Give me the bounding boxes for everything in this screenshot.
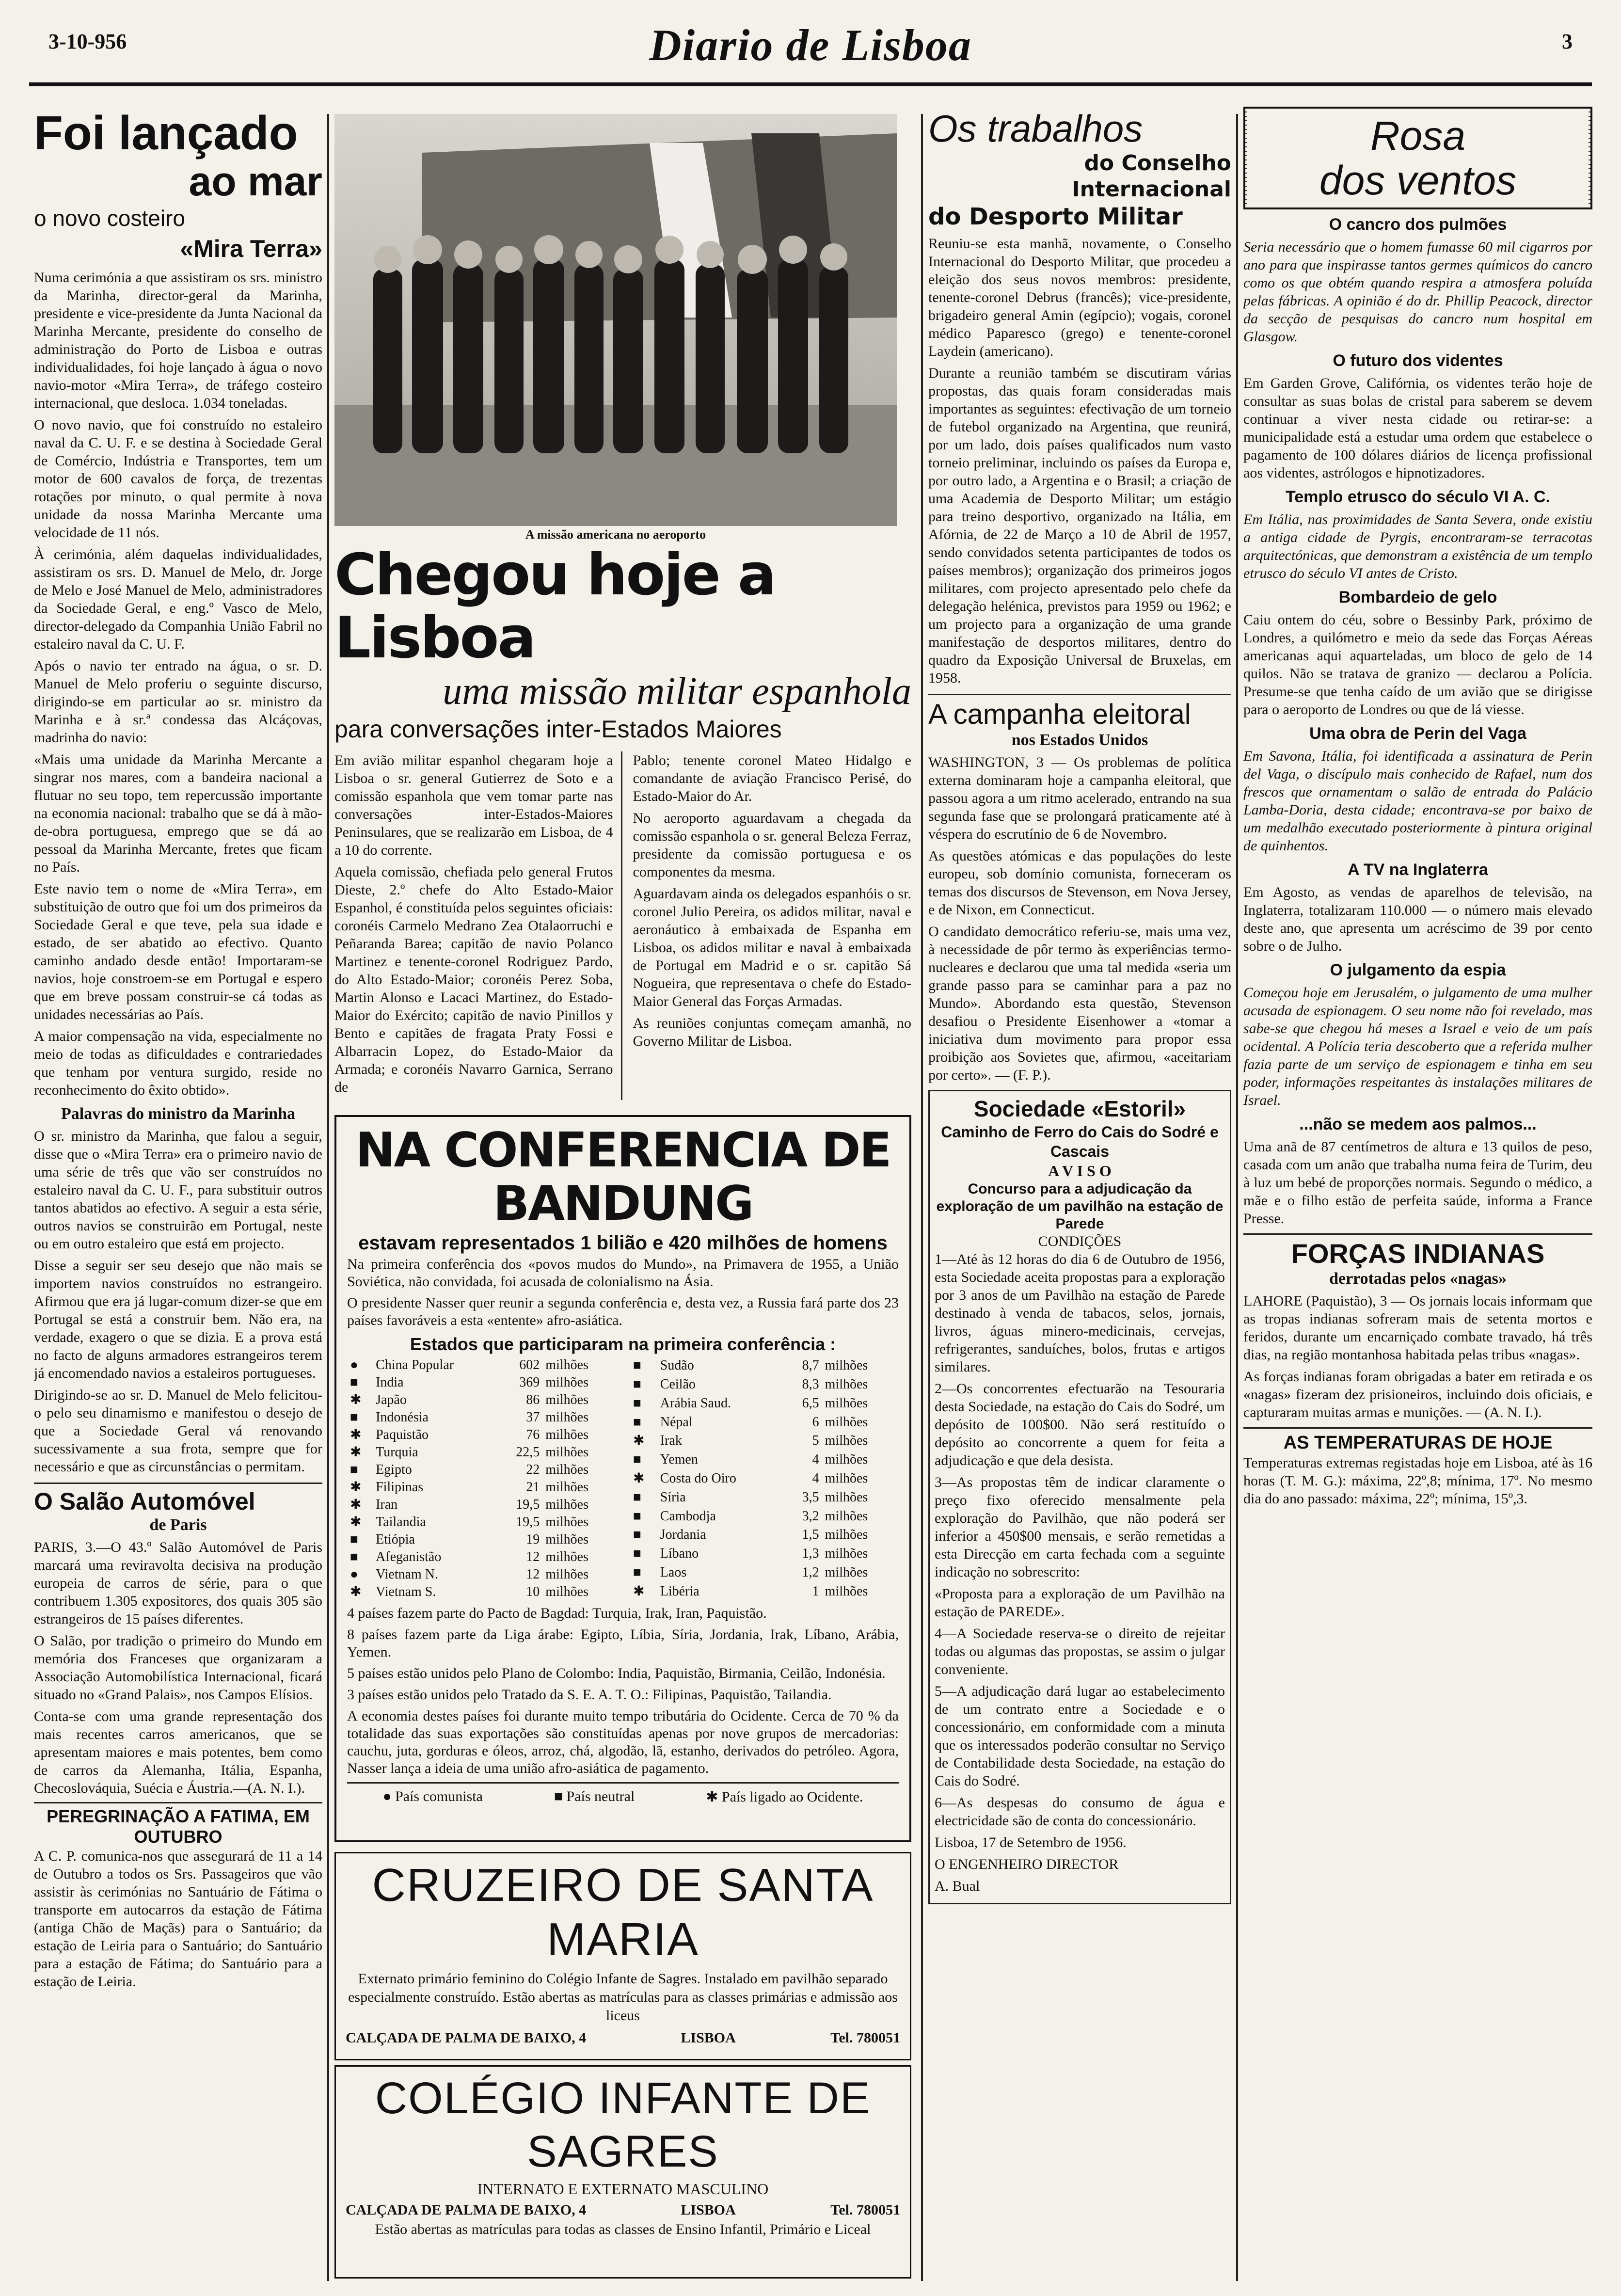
spanish-mission-article bbox=[334, 543, 911, 1115]
country-population: 12 bbox=[526, 1567, 540, 1582]
conselho-article bbox=[928, 235, 1231, 687]
article-paragraph: Dirigindo-se ao sr. D. Manuel de Melo felicitou-o pelo seu dinamismo e manifestou o desejo de que a Sociedade Geral vá renovando sucessivamente a sua frota, sempre que for necessário e que as circunstâncias o permitam. bbox=[34, 1387, 322, 1475]
estoril-subheading: Caminho de Ferro do Cais do Sodré e Cascais bbox=[941, 1123, 1219, 1160]
estoril-aviso: A V I S O bbox=[1048, 1162, 1112, 1180]
country-status-icon: ■ bbox=[350, 1375, 358, 1390]
bandung-legend bbox=[347, 1782, 899, 1805]
campanha-headline: A campanha eleitoral bbox=[928, 699, 1191, 730]
article-paragraph: À cerimónia, além daquelas individualidades, assistiram os srs. D. Manuel de Melo, dr. Jorge de Melo e José Manuel de Melo, administradores da Sociedade Geral, e eng.º Vasco de Melo, director-delegado da Companhia União Fabril no estaleiro naval da C. U. F. bbox=[34, 546, 322, 652]
page-number: 3 bbox=[1562, 30, 1573, 53]
colegio-footer: Estão abertas as matrículas para todas as classes de Ensino Infantil, Primário e Liceal bbox=[375, 2221, 871, 2237]
article-paragraph: 4 países fazem parte do Pacto de Bagdad: Turquia, Irak, Iran, Paquistão. bbox=[347, 1605, 767, 1621]
country-status-icon: ✱ bbox=[633, 1583, 645, 1599]
country-population: 6 bbox=[812, 1414, 819, 1430]
country-population: 19,5 bbox=[516, 1497, 540, 1512]
temperaturas-headline: AS TEMPERATURAS DE HOJE bbox=[1283, 1433, 1553, 1453]
country-status-icon: ● bbox=[350, 1357, 358, 1372]
section-divider bbox=[34, 1802, 322, 1803]
bandung-intro bbox=[347, 1256, 899, 1329]
country-status-icon: ■ bbox=[633, 1358, 641, 1373]
country-status-icon: ■ bbox=[350, 1549, 358, 1564]
colegio-tel: Tel. 780051 bbox=[830, 2202, 900, 2218]
country-status-icon: ■ bbox=[350, 1410, 358, 1425]
country-row bbox=[347, 1444, 616, 1461]
article-paragraph: «Mais uma unidade da Marinha Mercante a singrar nos mares, com a bandeira nacional a flutuar no seu topo, tem repercussão importante na economia nacional: trabalho que se dá à mão-de-obra portuguesa, emprego que se dá ao pessoal da Marinha Mercante, fretes que ficam no País. bbox=[34, 751, 322, 875]
cruzeiro-ad bbox=[334, 1852, 911, 2060]
forcas-headline: FORÇAS INDIANAS bbox=[1291, 1238, 1545, 1269]
country-name: Japão bbox=[376, 1392, 407, 1407]
population-unit: milhões bbox=[825, 1489, 868, 1505]
issue-date: 3-10-956 bbox=[48, 30, 127, 53]
country-status-icon: ■ bbox=[633, 1527, 641, 1543]
legend-label: País neutral bbox=[563, 1788, 635, 1804]
country-row bbox=[630, 1469, 899, 1488]
country-status-icon: ■ bbox=[633, 1377, 641, 1392]
brief-text: Em Agosto, as vendas de aparelhos de televisão, na Inglaterra, totalizaram 110.000 — o número mais elevado deste ano, que apresenta um acréscimo de 39 por cento sobre o de Julho. bbox=[1243, 884, 1592, 954]
estoril-conditions bbox=[935, 1250, 1225, 1895]
article-paragraph: Numa cerimónia a que assistiram os srs. ministro da Marinha, director-geral da Marinha, presidente e vice-presidente da Junta Nacional da Marinha Mercante, presidente do conselho de administração do Porto de Lisboa e outras individualidades, foi hoje lançado à água o novo navio-motor «Mira Terra», de tráfego costeiro internacional, que desloca. 1.034 toneladas. bbox=[34, 270, 322, 411]
population-unit: milhões bbox=[545, 1532, 588, 1547]
country-name: Indonésia bbox=[376, 1410, 429, 1425]
country-row bbox=[347, 1583, 616, 1601]
rosa-ventos-banner bbox=[1243, 107, 1592, 209]
country-row bbox=[630, 1394, 899, 1413]
mira-terra-headline: Foi lançado bbox=[34, 107, 298, 159]
country-population: 1,2 bbox=[802, 1564, 819, 1580]
country-name: Arábia Saud. bbox=[660, 1395, 731, 1411]
article-paragraph: WASHINGTON, 3 — Os problemas de política externa dominaram hoje a campanha eleitoral, que passou agora a um ritmo acelerado, entrando na sua segunda fase que se prolongará praticamente até à véspera do escrutínio de 6 de Novembro. bbox=[928, 754, 1231, 842]
country-name: Tailandia bbox=[376, 1515, 426, 1530]
colegio-text: INTERNATO E EXTERNATO MASCULINO bbox=[477, 2180, 769, 2198]
campanha-article bbox=[928, 753, 1231, 1084]
population-unit: milhões bbox=[825, 1583, 868, 1599]
legend-label: País comunista bbox=[391, 1788, 483, 1804]
country-row bbox=[347, 1374, 616, 1391]
brief-text: Caiu ontem do céu, sobre o Bessinby Park, próximo de Londres, a quilómetro e meio da sede das Forças Aéreas americanas aqui aquarteladas, um bloco de gelo de 14 quilos. Não se tratava de granizo — declarou a Polícia. Presume-se que tenha caído de um avião que se dirigisse para o aeroporto de Londres ou que de lá viesse. bbox=[1243, 612, 1592, 718]
country-population: 86 bbox=[526, 1392, 540, 1407]
country-row bbox=[347, 1531, 616, 1548]
article-paragraph: Pablo; tenente coronel Mateo Hidalgo e comandante de aviação Francisco Perisé, do Estado-Maior do Ar. bbox=[633, 752, 911, 804]
mira-terra-headline-2: ao mar bbox=[189, 159, 322, 204]
section-divider bbox=[928, 694, 1231, 695]
country-row bbox=[630, 1413, 899, 1432]
country-status-icon: ● bbox=[350, 1567, 358, 1582]
country-name: Etiópia bbox=[376, 1532, 415, 1547]
photo-caption: A missão americana no aeroporto bbox=[525, 527, 706, 542]
cruzeiro-title: CRUZEIRO DE SANTA MARIA bbox=[372, 1859, 874, 1965]
country-population: 22,5 bbox=[516, 1445, 540, 1460]
mira-terra-headline-4: «Mira Terra» bbox=[180, 235, 322, 262]
mira-terra-article bbox=[34, 269, 322, 1099]
country-status-icon: ✱ bbox=[633, 1433, 645, 1449]
country-status-icon: ■ bbox=[633, 1546, 641, 1562]
section-divider bbox=[1243, 1233, 1592, 1235]
legend-symbol-icon: ■ bbox=[554, 1788, 563, 1804]
conselho-headline: Os trabalhos bbox=[928, 107, 1143, 150]
article-paragraph: No aeroporto aguardavam a chegada da comissão espanhola o sr. general Beleza Ferraz, presidente da comissão portuguesa e os componentes da mesma. bbox=[633, 810, 911, 880]
country-name: Yemen bbox=[660, 1452, 698, 1467]
country-row bbox=[347, 1548, 616, 1566]
country-name: Iran bbox=[376, 1497, 398, 1512]
population-unit: milhões bbox=[825, 1433, 868, 1449]
article-paragraph: O Salão, por tradição o primeiro do Mundo em memória dos Franceses que organizaram a Associação Automobilística Internacional, ficará situado no «Grand Palais», nos Campos Elísios. bbox=[34, 1633, 322, 1703]
country-row bbox=[630, 1375, 899, 1394]
country-name: Irak bbox=[660, 1433, 682, 1449]
brief-heading: O julgamento da espia bbox=[1330, 961, 1506, 979]
article-paragraph: 5—A adjudicação dará lugar ao estabelecimento de um contrato entre a Sociedade e o concessionário, em conformidade com a minuta que os interessados poderão consultar no Serviço de Contabilidade desta Sociedade, na estação do Cais do Sodré. bbox=[935, 1683, 1225, 1789]
temperaturas-article: Temperaturas extremas registadas hoje em Lisboa, até às 16 horas (T. M. G.): máxima, 22º,8; mínima, 17º. No mesmo dia do ano passado: máxima, 22º; mínima, 15º,3. bbox=[1243, 1455, 1592, 1507]
colegio-address-line bbox=[346, 2202, 900, 2218]
population-unit: milhões bbox=[825, 1470, 868, 1486]
country-row bbox=[630, 1451, 899, 1469]
article-paragraph: O presidente Nasser quer reunir a segunda conferência e, desta vez, a Russia fará parte dos 23 países favoráveis a esta «entente» afro-asiática. bbox=[347, 1295, 899, 1328]
article-paragraph: LAHORE (Paquistão), 3 — Os jornais locais informam que as tropas indianas sofreram mais de setenta mortos e feridos, durante um encarniçado combate travado, há três dias, na região montanhosa habitada pelas tribus «nagas». bbox=[1243, 1293, 1592, 1363]
article-paragraph: Após o navio ter entrado na água, o sr. D. Manuel de Melo proferiu o seguinte discurso, dirigindo-se em particular ao sr. ministro da Marinha e à sr.ª condessa das Alcáçovas, madrinha do navio: bbox=[34, 658, 322, 746]
country-name: Costa do Oiro bbox=[660, 1470, 736, 1486]
article-paragraph: Aquela comissão, chefiada pelo general Frutos Dieste, 2.º chefe do Alto Estado-Maior Espanhol, é constituída pelos seguintes oficiais: coronéis Carmelo Medrano Zea Otalaorruchi e Peñaranda Barea; capitão de navio Polanco Martinez e tenente-coronel Rodriguez Pardo, do Alto Estado-Maior; coronéis Perez Soba, Martin Alonso e Lacaci Martinez, do Estado-Maior do Exército; capitão de navio Pinillos y Bento e capitães de fragata Praty Fossi e Albarracin Lopez, do Estado-Maior da Armada; e coronéis Navarro Garnica, Serrano de bbox=[334, 864, 613, 1095]
cruzeiro-address-line bbox=[346, 2030, 900, 2046]
country-status-icon: ✱ bbox=[350, 1392, 362, 1407]
cruzeiro-tel: Tel. 780051 bbox=[830, 2030, 900, 2046]
brief-heading: O futuro dos videntes bbox=[1333, 351, 1503, 370]
rosa-ventos-title: Rosa bbox=[1370, 113, 1466, 159]
forcas-article bbox=[1243, 1292, 1592, 1421]
country-population: 3,5 bbox=[802, 1489, 819, 1505]
country-status-icon: ✱ bbox=[350, 1497, 362, 1512]
brief-text: Em Garden Grove, Califórnia, os videntes terão hoje de consultar as suas bolas de cristal para saberem se devem continuar a viver nesta cidade ou retirar-se: a municipalidade está a estudar uma ordem que estabelece o pagamento de 100 dólares diários de licença profissional aos videntes, astrólogos e hipnotizadores. bbox=[1243, 375, 1592, 481]
colegio-address: CALÇADA DE PALMA DE BAIXO, 4 bbox=[346, 2202, 587, 2218]
article-paragraph: «Proposta para a exploração de um Pavilhão na estação de PAREDE». bbox=[935, 1586, 1225, 1620]
brief-heading: Templo etrusco do século VI A. C. bbox=[1286, 488, 1550, 506]
population-unit: milhões bbox=[825, 1414, 868, 1430]
country-name: Vietnam S. bbox=[376, 1584, 436, 1599]
bandung-table-title: Estados que participaram na primeira conferência : bbox=[410, 1334, 836, 1354]
colegio-city: LISBOA bbox=[681, 2202, 736, 2218]
country-status-icon: ■ bbox=[633, 1395, 641, 1411]
population-unit: milhões bbox=[825, 1452, 868, 1467]
population-unit: milhões bbox=[825, 1564, 868, 1580]
country-status-icon: ✱ bbox=[350, 1584, 362, 1599]
country-row bbox=[630, 1563, 899, 1582]
column-divider bbox=[327, 114, 329, 2281]
article-paragraph: A. Bual bbox=[935, 1878, 980, 1894]
country-name: Népal bbox=[660, 1414, 693, 1430]
spanish-mission-headline-3: para conversações inter-Estados Maiores bbox=[334, 716, 782, 743]
population-unit: milhões bbox=[545, 1410, 588, 1425]
fatima-headline: PEREGRINAÇÃO A FATIMA, EM OUTUBRO bbox=[47, 1806, 310, 1847]
population-unit: milhões bbox=[825, 1358, 868, 1373]
spanish-mission-col-b bbox=[633, 751, 912, 1100]
country-population: 8,7 bbox=[802, 1358, 819, 1373]
spanish-mission-headline-2: uma missão militar espanhola bbox=[443, 670, 911, 713]
estoril-headline: Sociedade «Estoril» bbox=[973, 1096, 1186, 1121]
country-row bbox=[347, 1479, 616, 1496]
estoril-concurso: Concurso para a adjudicação da exploração de um pavilhão na estação de Parede bbox=[936, 1181, 1224, 1232]
brief-text: Seria necessário que o homem fumasse 60 mil cigarros por ano para que inspirasse tantos germes químicos do cancro como os que obtém quando respira a atmosfera poluída pelas fábricas. A opinião é do dr. Phillip Peacock, director da secção de pesquisas do cancro num hospital em Glasgow. bbox=[1243, 239, 1592, 345]
article-paragraph: Em avião militar espanhol chegaram hoje a Lisboa o sr. general Gutierrez de Soto e a comissão espanhola que vem tomar parte nas conversações inter-Estados-Maiores Peninsulares, que se realizarão em Lisboa, de 4 a 10 do corrente. bbox=[334, 752, 613, 858]
rosa-ventos-title-2: dos ventos bbox=[1319, 158, 1517, 203]
country-name: Sudão bbox=[660, 1358, 694, 1373]
article-paragraph: Aguardavam ainda os delegados espanhóis o sr. coronel Julio Pereira, os adidos militar, naval e aeronáutico à embaixada de Espanha em Lisboa, os adidos militar e naval à embaixada de Portugal em Madrid e o sr. capitão Sá Nogueira, que representava o chefe do Estado-Maior General das Forças Armadas. bbox=[633, 886, 911, 1009]
article-paragraph: As reuniões conjuntas começam amanhã, no Governo Militar de Lisboa. bbox=[633, 1015, 911, 1049]
country-name: Jordania bbox=[660, 1527, 706, 1543]
population-unit: milhões bbox=[825, 1546, 868, 1562]
estoril-notice bbox=[928, 1090, 1231, 1904]
spanish-mission-col-a bbox=[334, 751, 622, 1100]
article-paragraph: Conta-se com uma grande representação dos mais recentes carros americanos, que se apresentam maiores e mais potentes, bem como de carros da Alemanha, Itália, Espanha, Checoslováquia, Suécia e Áustria.—(A. N. I.). bbox=[34, 1708, 322, 1796]
country-row bbox=[630, 1545, 899, 1563]
bandung-table bbox=[347, 1356, 899, 1601]
spanish-mission-headline: Chegou hoje a Lisboa bbox=[334, 543, 775, 671]
country-population: 602 bbox=[519, 1357, 540, 1372]
country-name: Paquistão bbox=[376, 1427, 429, 1442]
article-paragraph: O novo navio, que foi construído no estaleiro naval da C. U. F. e se destina à Sociedade Geral de Comércio, Indústria e Transportes, tem um motor de 600 cavalos de força, de trezentas rotações por minuto, o qual permite à nova unidade da nossa Marinha Mercante uma velocidade de 11 nós. bbox=[34, 417, 322, 541]
section-divider bbox=[1243, 1427, 1592, 1429]
country-status-icon: ✱ bbox=[633, 1470, 645, 1486]
country-row bbox=[347, 1496, 616, 1514]
country-row bbox=[347, 1426, 616, 1444]
brief-heading: ...não se medem aos palmos... bbox=[1299, 1115, 1537, 1133]
cruzeiro-text: Externato primário feminino do Colégio Infante de Sagres. Instalado em pavilhão separado especialmente construído. Estão abertas as matrículas para as classes primárias e admissão aos liceus bbox=[348, 1971, 898, 2024]
bandung-subtitle: estavam representados 1 bilião e 420 milhões de homens bbox=[358, 1232, 888, 1254]
country-name: Vietnam N. bbox=[376, 1567, 439, 1582]
country-row bbox=[630, 1582, 899, 1601]
country-name: Líbano bbox=[660, 1546, 699, 1562]
country-row bbox=[630, 1526, 899, 1545]
country-row bbox=[630, 1488, 899, 1507]
article-paragraph: As questões atómicas e das populações do leste europeu, sob domínio comunista, forneceram os temas dos discursos de Stevenson, em Nova Jersey, e de Nixon, em Connecticut. bbox=[928, 848, 1231, 918]
mission-photo bbox=[334, 114, 897, 526]
fourth-column bbox=[1243, 107, 1592, 2283]
country-status-icon: ✱ bbox=[350, 1480, 362, 1495]
country-population: 6,5 bbox=[802, 1395, 819, 1411]
bandung-box bbox=[334, 1115, 911, 1842]
estoril-condicoes: CONDIÇÕES bbox=[1038, 1233, 1122, 1249]
newspaper-title: Diario de Lisboa bbox=[649, 20, 972, 70]
salao-headline: O Salão Automóvel bbox=[34, 1488, 255, 1515]
legend-label: País ligado ao Ocidente. bbox=[718, 1789, 863, 1805]
country-name: Síria bbox=[660, 1489, 686, 1505]
country-status-icon: ■ bbox=[350, 1462, 358, 1477]
country-population: 37 bbox=[526, 1410, 540, 1425]
country-row bbox=[347, 1566, 616, 1583]
country-name: Turquia bbox=[376, 1445, 418, 1460]
mira-terra-headline-3: o novo costeiro bbox=[34, 206, 185, 231]
conselho-headline-3: do Desporto Militar bbox=[928, 203, 1183, 230]
brief-heading: O cancro dos pulmões bbox=[1329, 215, 1507, 234]
country-population: 4 bbox=[812, 1452, 819, 1467]
article-paragraph: 4—A Sociedade reserva-se o direito de rejeitar todas ou algumas das propostas, se assim o julgar conveniente. bbox=[935, 1626, 1225, 1677]
population-unit: milhões bbox=[545, 1515, 588, 1530]
country-status-icon: ■ bbox=[633, 1414, 641, 1430]
salao-article bbox=[34, 1538, 322, 1797]
brief-text: Uma anã de 87 centímetros de altura e 13 quilos de peso, casada com um anão que trabalha numa feira de Turim, deu à luz um bebé de proporções normais. Segundo o médico, a mãe e o filho estão de perfeita saúde, informa a France Presse. bbox=[1243, 1139, 1592, 1227]
colegio-ad bbox=[334, 2065, 911, 2279]
country-name: Cambodja bbox=[660, 1508, 716, 1524]
country-row bbox=[347, 1514, 616, 1531]
brief-text: Começou hoje em Jerusalém, o julgamento de uma mulher acusada de espionagem. O seu nome não foi revelado, mas sabe-se que chegou há meses a Israel e veio de um país ocidental. A Polícia teria descoberto que a referida mulher fazia parte de um serviço de espionagem e tinha em seu poder, informações respeitantes às instalações militares de Israel. bbox=[1243, 985, 1592, 1108]
conselho-headline-2: do Conselho Internacional bbox=[1072, 151, 1231, 202]
legend-item bbox=[382, 1788, 482, 1805]
campanha-subheading: nos Estados Unidos bbox=[1011, 731, 1148, 749]
bandung-headline: NA CONFERENCIA DE BANDUNG bbox=[355, 1123, 890, 1231]
article-paragraph: O ENGENHEIRO DIRECTOR bbox=[935, 1856, 1119, 1872]
country-row bbox=[347, 1461, 616, 1479]
country-name: Laos bbox=[660, 1564, 687, 1580]
brief-text: Em Itália, nas proximidades de Santa Severa, onde existiu a antiga cidade de Pyrgis, encontraram-se terracotas arquitectónicas, que demonstram a existência de um templo etrusco do século VI antes de Cristo. bbox=[1243, 511, 1592, 581]
article-paragraph: Reuniu-se esta manhã, novamente, o Conselho Internacional do Desporto Militar, que procedeu a eleição dos seus novos membros: presidente, tenente-coronel Debrus (francês); vice-presidente, brigadeiro general Amin (egípcio); vogais, coronel médico Paparesco (grego) e tenente-coronel Laydein (americano). bbox=[928, 236, 1231, 359]
minister-article bbox=[34, 1127, 322, 1476]
legend-symbol-icon: ● bbox=[382, 1788, 392, 1804]
article-paragraph: Na primeira conferência dos «povos mudos do Mundo», na Primavera de 1955, a União Soviética, não convidada, foi acusada de colonialismo na Ásia. bbox=[347, 1256, 899, 1290]
country-status-icon: ■ bbox=[633, 1508, 641, 1524]
article-paragraph: 3—As propostas têm de indicar claramente o preço fixo oferecido mensalmente pela exploração do Pavilhão, que não poderá ser inferior a 450$00 mensais, e serão remetidas a esta Direcção em carta fechada com a seguinte indicação no sobrescrito: bbox=[935, 1474, 1225, 1580]
country-status-icon: ■ bbox=[350, 1532, 358, 1547]
section-divider bbox=[34, 1483, 322, 1484]
masthead bbox=[29, 15, 1592, 87]
population-unit: milhões bbox=[545, 1462, 588, 1477]
population-unit: milhões bbox=[825, 1508, 868, 1524]
colegio-title: COLÉGIO INFANTE DE SAGRES bbox=[375, 2073, 871, 2176]
forcas-subheading: derrotadas pelos «nagas» bbox=[1329, 1270, 1507, 1288]
article-paragraph: A economia destes países foi durante muito tempo tributária do Ocidente. Cerca de 70 % da totalidade das suas exportações são constituídas apenas por nove grupos de mercadorias: cauchu, juta, gorduras e óleos, arroz, chá, algodão, lã, estanho, derivados do petróleo. Agora, Nasser lança a ideia de uma união afro-asiática de pagamento. bbox=[347, 1708, 899, 1776]
brief-heading: Bombardeio de gelo bbox=[1338, 588, 1497, 606]
population-unit: milhões bbox=[825, 1395, 868, 1411]
country-name: Egipto bbox=[376, 1462, 412, 1477]
country-row bbox=[630, 1356, 899, 1375]
country-status-icon: ■ bbox=[633, 1564, 641, 1580]
country-population: 1 bbox=[812, 1583, 819, 1599]
population-unit: milhões bbox=[545, 1375, 588, 1390]
article-paragraph: Disse a seguir ser seu desejo que não mais se importem navios construídos no estrangeiro. Afirmou que era já lugar-comum dizer-se que em Portugal se está a construir bem. Não era, na verdade, exagero o que se dizia. E a prova está no facto de alguns armadores estrangeiros terem já encomendado navios a estaleiros portugueses. bbox=[34, 1258, 322, 1381]
country-population: 22 bbox=[526, 1462, 540, 1477]
population-unit: milhões bbox=[545, 1497, 588, 1512]
country-row bbox=[347, 1391, 616, 1409]
article-paragraph: As forças indianas foram obrigadas a bater em retirada e os «nagas» fizeram dez prisioneiros, incluindo dois oficiais, e capturaram muitas armas e munições. — (A. N. I.). bbox=[1243, 1369, 1592, 1420]
article-paragraph: 6—As despesas do consumo de água e electricidade são de conta do concessionário. bbox=[935, 1795, 1225, 1829]
country-population: 5 bbox=[812, 1433, 819, 1449]
population-unit: milhões bbox=[545, 1584, 588, 1599]
country-population: 8,3 bbox=[802, 1377, 819, 1392]
brief-heading: Uma obra de Perin del Vaga bbox=[1309, 724, 1526, 743]
bandung-table-left bbox=[347, 1356, 616, 1601]
left-column bbox=[34, 107, 322, 2283]
country-status-icon: ✱ bbox=[350, 1445, 362, 1460]
column-divider bbox=[1236, 114, 1238, 2281]
article-paragraph: O sr. ministro da Marinha, que falou a seguir, disse que o «Mira Terra» era o primeiro navio de uma série de três que vão ser construídos no estaleiro naval da C. U. F., para substituir outros tantos abatidos ao efectivo. A seguir a esta série, outros navios se construirão em Portugal, neste ou em outro estaleiro que está em projecto. bbox=[34, 1128, 322, 1252]
country-status-icon: ✱ bbox=[350, 1515, 362, 1530]
bandung-notes bbox=[347, 1605, 899, 1777]
article-paragraph: 1—Até às 12 horas do dia 6 de Outubro de 1956, esta Sociedade aceita propostas para a exploração por 3 anos de um Pavilhão na estação de Parede destinado à venda de tabacos, selos, jornais, livros, águas minero-medicinais, cervejas, refrigerantes, sanduíches, bolos, frutas e artigos similares. bbox=[935, 1251, 1225, 1375]
article-paragraph: O candidato democrático referiu-se, mais uma vez, à necessidade de pôr termo às experiências termo-nucleares e declarou que uma tal medida «seria um grande passo para se caminhar para a paz no Mundo». Abordando esta questão, Stevenson desafiou o Presidente Eisenhower a «tomar a iniciativa dum movimento para propor essa proibição aos Sovietes que, afirmou, «aceitariam por certo». — (F. P.). bbox=[928, 924, 1231, 1083]
country-status-icon: ■ bbox=[633, 1489, 641, 1505]
article-paragraph: Este navio tem o nome de «Mira Terra», em substituição de outro que foi um dos primeiros da Sociedade Geral e que teve, pela sua idade e estado, de ser abatido ao efectivo. Quanto caminho andado desde então! Importaram-se navios, hoje constroem-se em Portugal e espero que em breve possam construir-se cá todas as unidades necessárias ao País. bbox=[34, 881, 322, 1022]
population-unit: milhões bbox=[545, 1445, 588, 1460]
population-unit: milhões bbox=[545, 1392, 588, 1407]
country-population: 1,5 bbox=[802, 1527, 819, 1543]
legend-symbol-icon: ✱ bbox=[706, 1789, 718, 1805]
country-population: 4 bbox=[812, 1470, 819, 1486]
country-population: 3,2 bbox=[802, 1508, 819, 1524]
population-unit: milhões bbox=[825, 1377, 868, 1392]
population-unit: milhões bbox=[545, 1480, 588, 1495]
salao-subheading: de Paris bbox=[149, 1516, 207, 1534]
population-unit: milhões bbox=[545, 1357, 588, 1372]
article-paragraph: 2—Os concorrentes efectuarão na Tesouraria desta Sociedade, na estação do Cais do Sodré, um depósito de 100$00. Não será restituído o depósito ao concorrente a quem for feita a adjudicação e que dela desista. bbox=[935, 1381, 1225, 1468]
country-population: 1,3 bbox=[802, 1546, 819, 1562]
article-paragraph: Lisboa, 17 de Setembro de 1956. bbox=[935, 1834, 1127, 1850]
country-name: China Popular bbox=[376, 1357, 454, 1372]
masthead-rule bbox=[29, 82, 1592, 86]
country-row bbox=[347, 1356, 616, 1374]
country-name: Filipinas bbox=[376, 1480, 424, 1495]
brief-text: Em Savona, Itália, foi identificada a assinatura de Perin del Vaga, o discípulo mais conhecido de Rafael, num dos frescos que ornamentam o salão de entrada do Palácio Lamba-Doria, desta cidade; encontrava-se por baixo de um medalhão executado posteriormente à pintura original de quinhentos. bbox=[1243, 748, 1592, 854]
bandung-table-right bbox=[630, 1356, 899, 1601]
country-status-icon: ■ bbox=[633, 1452, 641, 1467]
country-population: 21 bbox=[526, 1480, 540, 1495]
country-population: 10 bbox=[526, 1584, 540, 1599]
minister-subheading: Palavras do ministro da Marinha bbox=[61, 1105, 295, 1123]
country-population: 12 bbox=[526, 1549, 540, 1564]
country-population: 369 bbox=[519, 1375, 540, 1390]
country-row bbox=[347, 1409, 616, 1426]
country-name: Ceilão bbox=[660, 1377, 696, 1392]
third-column bbox=[928, 107, 1231, 2283]
rosa-ventos-items bbox=[1243, 215, 1592, 1228]
population-unit: milhões bbox=[825, 1527, 868, 1543]
article-paragraph: 5 países estão unidos pelo Plano de Colombo: India, Paquistão, Birmania, Ceilão, Indonésia. bbox=[347, 1665, 886, 1681]
country-row bbox=[630, 1507, 899, 1526]
cruzeiro-address: CALÇADA DE PALMA DE BAIXO, 4 bbox=[346, 2030, 587, 2046]
legend-item bbox=[554, 1788, 635, 1805]
country-row bbox=[630, 1432, 899, 1451]
article-paragraph: Durante a reunião também se discutiram várias propostas, das quais foram consideradas mais importantes as seguintes: efectivação de um torneio de futebol organizado na Argentina, que reunirá, por um lado, dois países qualificados num vasto torneio preliminar, incluindo os países da Europa e, por outro lado, a Argentina e o Brasil; a criação de uma Academia de Desporto Militar; um estágio para treino desportivo, organizado na Itália, em Afórnia, de 22 de Março a 10 de Abril de 1957, sendo convidados setenta participantes de todos os países membros); organização dos primeiros jogos militares, com projecto apresentado pelo chefe da delegação helénica, previstos para 1959 ou 1962; e um projecto para a organização de uma grande manifestação de desportos militares, dentro do quadro da Exposição Universal de Bruxelas, em 1958. bbox=[928, 365, 1231, 686]
country-name: Libéria bbox=[660, 1583, 699, 1599]
country-name: India bbox=[376, 1375, 404, 1390]
population-unit: milhões bbox=[545, 1427, 588, 1442]
country-status-icon: ✱ bbox=[350, 1427, 362, 1442]
country-name: Afeganistão bbox=[376, 1549, 442, 1564]
country-population: 19 bbox=[526, 1532, 540, 1547]
cruzeiro-city: LISBOA bbox=[681, 2030, 736, 2046]
fatima-article: A C. P. comunica-nos que assegurará de 11 a 14 de Outubro a todos os Srs. Passageiros que vão assistir às cerimónias no Santuário de Fátima o transporte em autocarros da estação de Fátima (antiga Chão de Maçãs) para o Santuário; da estação de Leiria para o Santuário; do Santuário para a estação de Fátima; do Santuário para a estação de Leiria. bbox=[34, 1848, 322, 1990]
legend-item bbox=[706, 1788, 863, 1805]
article-paragraph: PARIS, 3.—O 43.º Salão Automóvel de Paris marcará uma reviravolta decisiva na produção europeia de carros de série, para o que contribuem 1.305 expositores, dos quais 305 são estrangeiros de 15 países diferentes. bbox=[34, 1539, 322, 1627]
column-divider bbox=[921, 114, 923, 2281]
population-unit: milhões bbox=[545, 1567, 588, 1582]
brief-heading: A TV na Inglaterra bbox=[1348, 861, 1488, 879]
country-population: 19,5 bbox=[516, 1515, 540, 1530]
population-unit: milhões bbox=[545, 1549, 588, 1564]
article-paragraph: A maior compensação na vida, especialmente no meio de todas as dificuldades e contrariedades que tenham por ventura surgido, reside no reconhecimento do êxito obtido». bbox=[34, 1028, 322, 1098]
article-paragraph: 3 países estão unidos pelo Tratado da S. E. A. T. O.: Filipinas, Paquistão, Tailandia. bbox=[347, 1687, 832, 1703]
country-population: 76 bbox=[526, 1427, 540, 1442]
article-paragraph: 8 países fazem parte da Liga árabe: Egipto, Líbia, Síria, Jordania, Irak, Líbano, Arábia, Yemen. bbox=[347, 1626, 899, 1660]
